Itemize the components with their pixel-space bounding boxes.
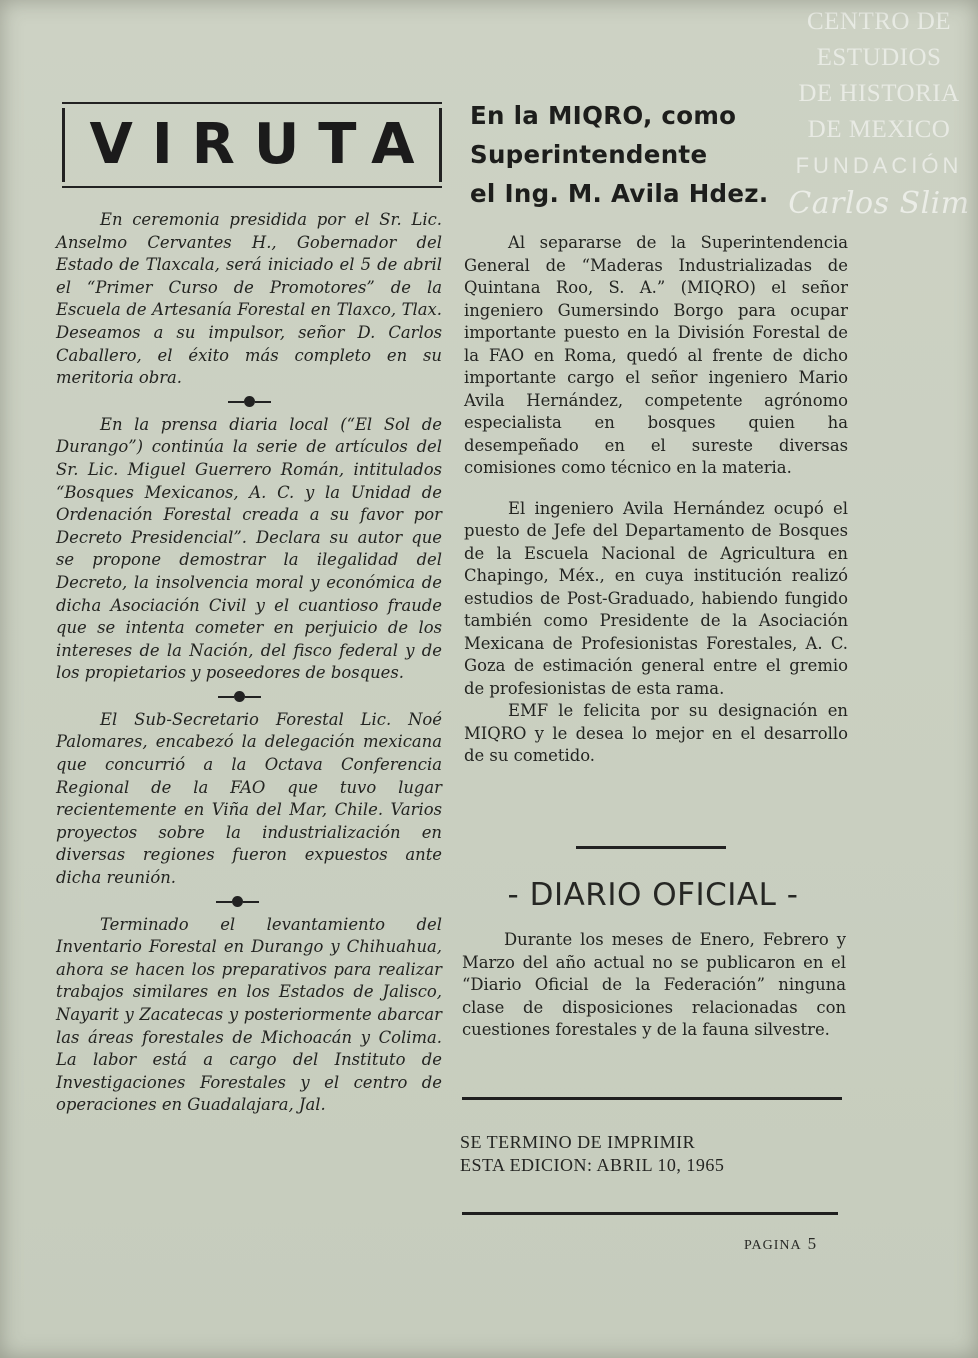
watermark-line: DE HISTORIA [798,80,960,107]
headline-line: el Ing. M. Avila Hdez. [470,179,769,208]
page-label: PAGINA [744,1238,802,1253]
divider-line [245,696,261,698]
article-paragraph: Al separarse de la Superintendencia General de “Maderas Industrializadas de Quintana Roo, S. A.” (MIQRO) el señor ingeniero Gumersindo Borgo para ocupar importante puesto en la División Forestal de la FAO en Roma, quedó al frente de dicho importante cargo el señor ingeniero Mario Avila Hernández, competente agrónomo especialista en bosques quien ha desempeñado en el sureste diversas comisiones como técnico en la materia. [464,233,848,477]
viruta-column [56,209,442,1117]
separator-rule [462,1097,842,1100]
news-paragraph: En la prensa diaria local (“El Sol de Durango”) continúa la serie de artículos del Sr. Lic. Miguel Guerrero Román, intitulados “Bosques Mexicanos, A. C. y la Unidad de Ordenación Forestal creada a su favor por Decreto Presidencial”. Declara su autor que se propone demostrar la ilegalidad del Decreto, la insolvencia moral y económica de dicha Asociación Civil y el cuantioso fraude que se intenta cometer en perjuicio de los intereses de la Nación, del fisco federal y de los propietarios y poseedores de bosques. [56,414,442,683]
watermark-line: DE MEXICO [807,116,951,143]
divider-dot [232,896,243,907]
news-paragraph: En ceremonia presidida por el Sr. Lic. Anselmo Cervantes H., Gobernador del Estado de Tlaxcala, será iniciado el 5 de abril el “Primer Curso de Promotores” de la Escuela de Artesanía Forestal en Tlaxco, Tlax. Deseamos a su impulsor, señor D. Carlos Caballero, el éxito más completo en su meritoria obra. [56,210,442,388]
divider-line [218,696,234,698]
miqro-article [464,232,848,768]
divider-line [255,401,271,403]
divider-line [216,901,232,903]
news-paragraph: Terminado el levantamiento del Inventario Forestal en Durango y Chihuahua, ahora se hacen los preparativos para realizar trabajos similares en los Estados de Jalisco, Nayarit y Zacatecas y posteriormente abarcar las áreas forestales de Michoacán y Colima. La labor está a cargo del Instituto de Investigaciones Forestales y el centro de operaciones en Guadalajara, Jal. [56,914,442,1115]
divider-dot [234,691,245,702]
article-paragraph: EMF le felicita por su designación en MIQRO y le desea lo mejor en el desarrollo de su cometido. [464,701,848,765]
news-paragraph: El Sub-Secretario Forestal Lic. Noé Palomares, encabezó la delegación mexicana que concurrió a la Octava Conferencia Regional de la FAO que tuvo lugar recientemente en Viña del Mar, Chile. Varios proyectos sobre la industrialización en diversas regiones fueron expuestos ante dicha reunión. [56,709,442,888]
section-title: VIRUTA [89,112,434,177]
watermark-signature: Carlos Slim [788,186,970,221]
imprint-note [460,1131,840,1177]
page-number [744,1234,844,1256]
separator-rule [462,1212,838,1215]
watermark-line: ESTUDIOS [816,44,942,71]
page-number-value: 5 [807,1234,818,1253]
watermark-line: CENTRO DE [806,8,952,35]
diario-oficial-title: - DIARIO OFICIAL - [507,877,799,913]
divider-line [228,401,244,403]
article-headline [470,96,842,213]
divider-line [243,901,259,903]
headline-line: En la MIQRO, como [470,101,737,130]
diario-paragraph: Durante los meses de Enero, Febrero y Marzo del año actual no se publicaron en el “Diario Oficial de la Federación” ninguna clase de disposiciones relacionadas con cuestiones forestales y de la fauna silvestre. [462,930,846,1039]
viruta-title-box [62,102,442,188]
headline-line: Superintendente [470,140,708,169]
watermark-foundation: FUNDACIÓN [795,153,963,178]
section-divider [56,390,442,414]
divider-dot [244,396,255,407]
separator-rule [576,846,726,849]
section-divider [56,685,442,709]
section-divider [56,890,442,914]
article-paragraph: El ingeniero Avila Hernández ocupó el puesto de Jefe del Departamento de Bosques de la Escuela Nacional de Agricultura en Chapingo, Méx., en cuya institución realizó estudios de Post-Graduado, habiendo fungido también como Presidente de la Asociación Mexicana de Profesionistas Forestales, A. C. Goza de estimación general entre el gremio de profesionistas de esta rama. [464,498,848,698]
diario-oficial-note [462,929,846,1042]
imprint-line: SE TERMINO DE IMPRIMIR [460,1132,696,1152]
imprint-line: ESTA EDICION: ABRIL 10, 1965 [460,1155,725,1175]
